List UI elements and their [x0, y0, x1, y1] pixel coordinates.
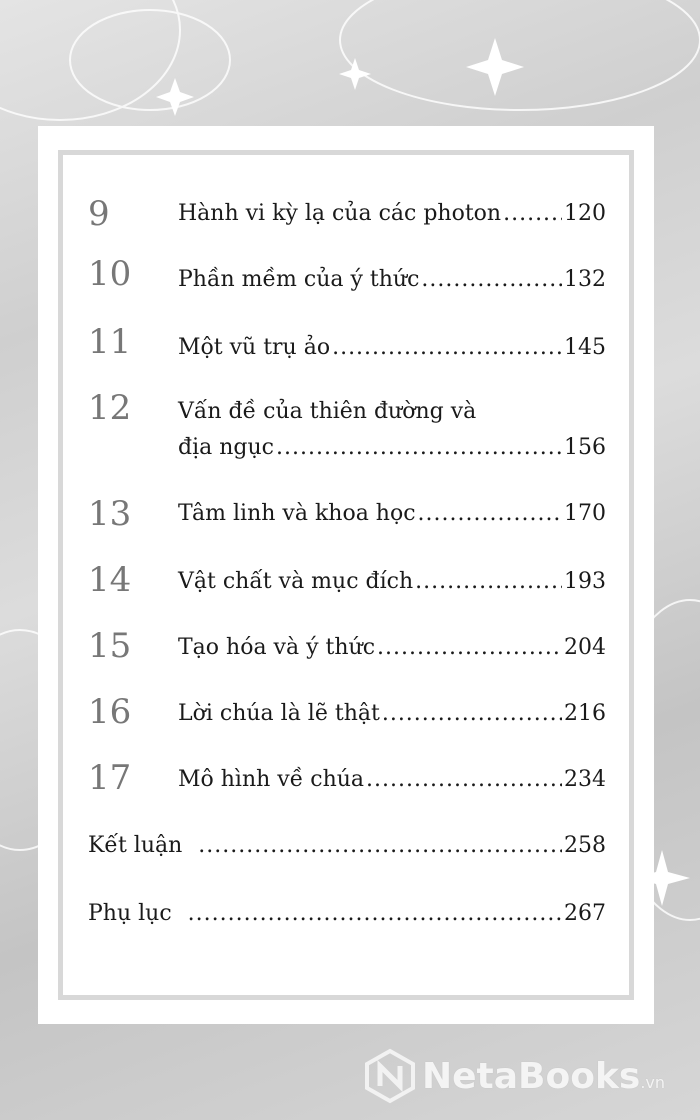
- chapter-number: 10: [88, 254, 132, 294]
- toc-entry[interactable]: [178, 198, 606, 230]
- chapter-title: Phần mềm của ý thức: [178, 267, 420, 292]
- chapter-title: Vấn đề của thiên đường và: [178, 399, 477, 424]
- chapter-number: 14: [88, 560, 132, 600]
- chapter-number: 9: [88, 194, 110, 234]
- toc-entry[interactable]: [178, 566, 606, 598]
- page-number: 204: [564, 635, 606, 660]
- page-number: 216: [564, 701, 606, 726]
- page-number: 267: [564, 901, 606, 926]
- dot-leader: [276, 432, 562, 464]
- page-number: 234: [564, 767, 606, 792]
- chapter-number: 12: [88, 388, 132, 428]
- chapter-title: Hành vi kỳ lạ của các photon: [178, 201, 502, 226]
- page-number: 145: [564, 335, 606, 360]
- dot-leader: [377, 632, 562, 664]
- dot-leader: [198, 830, 562, 862]
- toc-entry[interactable]: [178, 632, 606, 664]
- watermark: [362, 1046, 692, 1106]
- toc-entry[interactable]: [178, 498, 606, 530]
- netabooks-logo-icon: [362, 1048, 418, 1104]
- page-number: 170: [564, 501, 606, 526]
- toc-entry[interactable]: [178, 764, 606, 796]
- toc-entry[interactable]: [178, 264, 606, 296]
- chapter-title: Vật chất và mục đích: [178, 569, 414, 594]
- dot-leader: [421, 264, 562, 296]
- page-number: 120: [564, 201, 606, 226]
- watermark-brand: NetaBooks.vn: [422, 1055, 666, 1097]
- chapter-title: Tạo hóa và ý thức: [178, 635, 376, 660]
- dot-leader: [415, 566, 562, 598]
- chapter-title: Mô hình về chúa: [178, 767, 365, 792]
- dot-leader: [382, 698, 562, 730]
- dot-leader: [188, 898, 562, 930]
- toc-entry[interactable]: [88, 830, 606, 862]
- dot-leader: [418, 498, 562, 530]
- section-title: Phụ lục: [88, 901, 172, 926]
- chapter-number: 13: [88, 494, 132, 534]
- chapter-number: 15: [88, 626, 132, 666]
- chapter-title: Tâm linh và khoa học: [178, 501, 416, 526]
- toc-entry[interactable]: [88, 898, 606, 930]
- dot-leader: [366, 764, 562, 796]
- chapter-title: địa ngục: [178, 435, 274, 460]
- page-number: 258: [564, 833, 606, 858]
- chapter-title: Lời chúa là lẽ thật: [178, 701, 380, 726]
- toc-entry[interactable]: [178, 698, 606, 730]
- page-number: 132: [564, 267, 606, 292]
- dot-leader: [503, 198, 562, 230]
- chapter-number: 17: [88, 758, 132, 798]
- page-number: 156: [564, 435, 606, 460]
- toc-entry[interactable]: [178, 332, 606, 364]
- toc-panel: [38, 126, 654, 1024]
- page-number: 193: [564, 569, 606, 594]
- toc-entry[interactable]: [178, 432, 606, 464]
- section-title: Kết luận: [88, 833, 183, 858]
- chapter-number: 16: [88, 692, 132, 732]
- toc-entry[interactable]: [178, 396, 606, 428]
- chapter-number: 11: [88, 322, 132, 362]
- chapter-title: Một vũ trụ ảo: [178, 335, 331, 360]
- dot-leader: [332, 332, 562, 364]
